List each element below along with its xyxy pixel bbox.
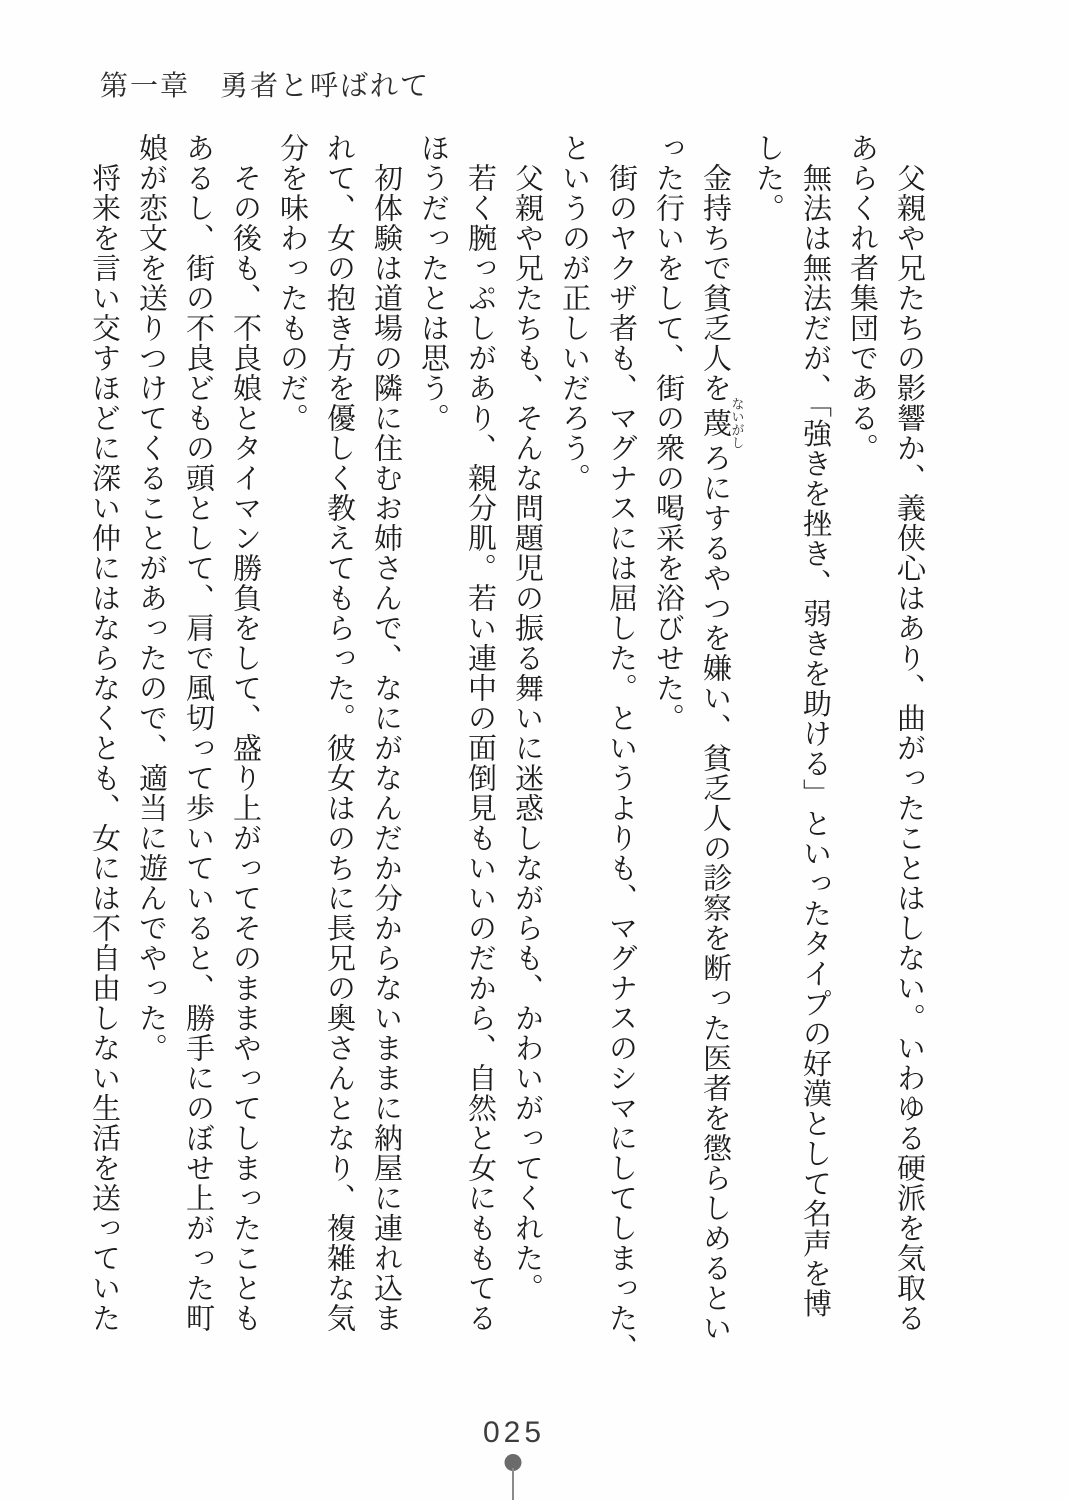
page-number: 025 — [482, 1416, 546, 1449]
paragraph — [744, 133, 838, 1395]
furigana: ないがし — [729, 397, 745, 449]
text-line: ほうだったとは思う。 — [417, 133, 449, 433]
text-line: 金持ちで貧乏人を蔑ないがしろにするやつを嫌い、貧乏人の診察を断った医者を懲らしめるとい — [699, 163, 745, 1343]
text-line: あらくれ者集団である。 — [846, 133, 878, 463]
body-text — [80, 133, 932, 1395]
text-line: その後も、不良娘とタイマン勝負をして、盛り上がってそのままやってしまったことも — [229, 163, 261, 1333]
text-line: った行いをして、街の衆の喝采を浴びせた。 — [652, 133, 684, 733]
text-line: 分を味わったものだ。 — [276, 133, 308, 433]
text-line: 娘が恋文を送りつけてくることがあったので、適当に遊んでやった。 — [135, 133, 167, 1063]
text-line: というのが正しいだろう。 — [558, 133, 590, 493]
ruby-annotation: 蔑ないがし — [699, 397, 745, 449]
text-line: した。 — [752, 133, 784, 223]
paragraph — [409, 133, 503, 1395]
text-line: あるし、街の不良どもの頭として、肩で風切って歩いていると、勝手にのぼせ上がった町 — [182, 133, 214, 1333]
text-line: 父親や兄たちの影響か、義侠心はあり、曲がったことはしない。いわゆる硬派を気取る — [893, 163, 925, 1333]
text-line: 父親や兄たちも、そんな問題児の振る舞いに迷惑しながらも、かわいがってくれた。 — [511, 163, 543, 1303]
footer-line-ornament — [512, 1468, 514, 1500]
paragraph — [550, 133, 644, 1395]
chapter-running-head: 第一章 勇者と呼ばれて — [100, 71, 431, 102]
text-line: 初体験は道場の隣に住むお姉さんで、なにがなんだか分からないままに納屋に連れ込ま — [370, 163, 402, 1333]
text-line: 若く腕っぷしがあり、親分肌。若い連中の面倒見もいいのだから、自然と女にももてる — [464, 163, 496, 1333]
paragraph — [80, 133, 127, 1395]
paragraph — [503, 133, 550, 1395]
paragraph — [644, 133, 744, 1395]
text-line: 将来を言い交すほどに深い仲にはならなくとも、女には不自由しない生活を送っていた — [88, 163, 120, 1333]
paragraph — [838, 133, 932, 1395]
text-line: 街のヤクザ者も、マグナスには屈した。というよりも、マグナスのシマにしてしまった、 — [605, 163, 637, 1363]
paragraph — [127, 133, 268, 1395]
text-line: 無法は無法だが、「強きを挫き、弱きを助ける」といったタイプの好漢として名声を博 — [799, 163, 831, 1319]
text-line: れて、女の抱き方を優しく教えてもらった。彼女はのちに長兄の奥さんとなり、複雑な気 — [323, 133, 355, 1333]
paragraph — [268, 133, 409, 1395]
